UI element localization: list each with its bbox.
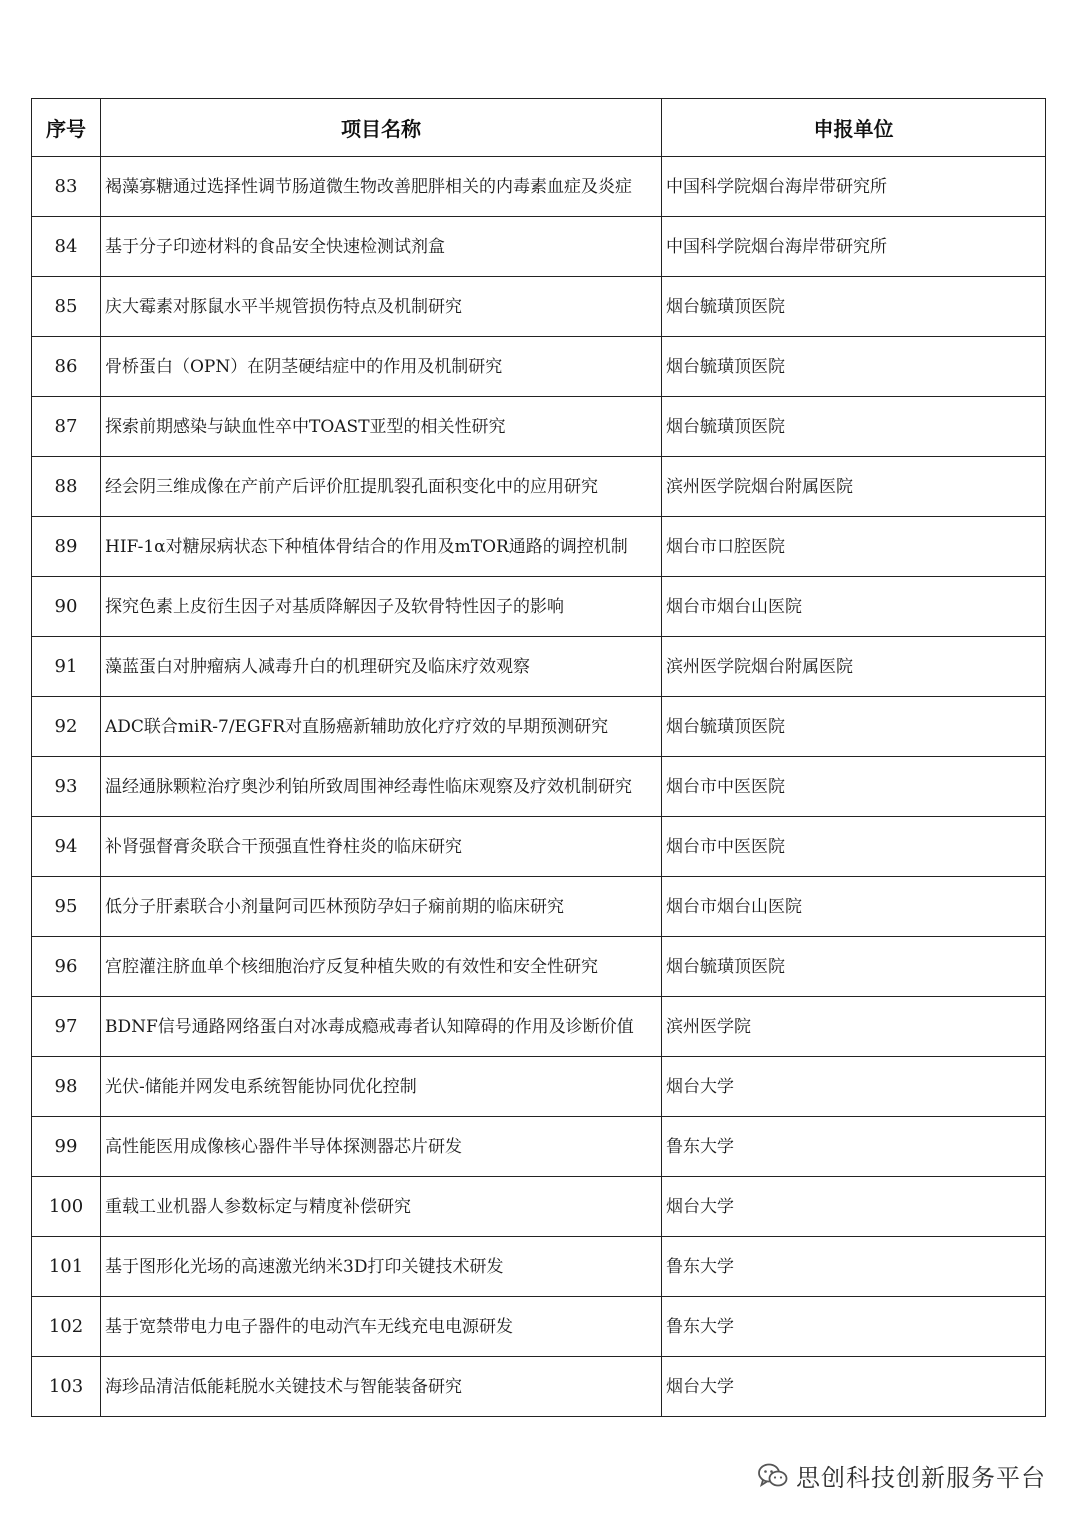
project-name: 光伏-储能并网发电系统智能协同优化控制	[101, 1057, 662, 1117]
applicant-unit: 滨州医学院烟台附属医院	[662, 457, 1046, 517]
project-name: HIF-1α对糖尿病状态下种植体骨结合的作用及mTOR通路的调控机制	[101, 517, 662, 577]
row-number: 89	[32, 517, 101, 577]
row-number: 102	[32, 1297, 101, 1357]
table-row	[32, 217, 1046, 277]
table-row	[32, 1177, 1046, 1237]
table-row	[32, 697, 1046, 757]
row-number: 90	[32, 577, 101, 637]
table-row	[32, 337, 1046, 397]
table-row	[32, 637, 1046, 697]
project-name: 骨桥蛋白（OPN）在阴茎硬结症中的作用及机制研究	[101, 337, 662, 397]
table-row	[32, 157, 1046, 217]
project-table	[31, 98, 1046, 1417]
row-number: 97	[32, 997, 101, 1057]
row-number: 101	[32, 1237, 101, 1297]
table-body	[32, 157, 1046, 1417]
project-name: 低分子肝素联合小剂量阿司匹林预防孕妇子痫前期的临床研究	[101, 877, 662, 937]
applicant-unit: 中国科学院烟台海岸带研究所	[662, 217, 1046, 277]
row-number: 93	[32, 757, 101, 817]
applicant-unit: 烟台毓璜顶医院	[662, 937, 1046, 997]
row-number: 91	[32, 637, 101, 697]
row-number: 98	[32, 1057, 101, 1117]
row-number: 84	[32, 217, 101, 277]
project-name: 补肾强督膏灸联合干预强直性脊柱炎的临床研究	[101, 817, 662, 877]
project-name: 温经通脉颗粒治疗奥沙利铂所致周围神经毒性临床观察及疗效机制研究	[101, 757, 662, 817]
table-row	[32, 997, 1046, 1057]
table-row	[32, 1057, 1046, 1117]
applicant-unit: 烟台市口腔医院	[662, 517, 1046, 577]
table-row	[32, 517, 1046, 577]
wechat-icon	[758, 1463, 788, 1489]
applicant-unit: 烟台毓璜顶医院	[662, 397, 1046, 457]
applicant-unit: 鲁东大学	[662, 1117, 1046, 1177]
row-number: 94	[32, 817, 101, 877]
row-number: 100	[32, 1177, 101, 1237]
applicant-unit: 滨州医学院	[662, 997, 1046, 1057]
applicant-unit: 烟台大学	[662, 1357, 1046, 1417]
applicant-unit: 滨州医学院烟台附属医院	[662, 637, 1046, 697]
row-number: 86	[32, 337, 101, 397]
applicant-unit: 烟台大学	[662, 1057, 1046, 1117]
table-row	[32, 277, 1046, 337]
table-row	[32, 397, 1046, 457]
project-name: BDNF信号通路网络蛋白对冰毒成瘾戒毒者认知障碍的作用及诊断价值	[101, 997, 662, 1057]
project-name: 探究色素上皮衍生因子对基质降解因子及软骨特性因子的影响	[101, 577, 662, 637]
table-row	[32, 577, 1046, 637]
row-number: 99	[32, 1117, 101, 1177]
table-row	[32, 937, 1046, 997]
row-number: 96	[32, 937, 101, 997]
row-number: 87	[32, 397, 101, 457]
applicant-unit: 烟台毓璜顶医院	[662, 697, 1046, 757]
applicant-unit: 鲁东大学	[662, 1237, 1046, 1297]
watermark	[758, 1458, 1046, 1493]
applicant-unit: 烟台毓璜顶医院	[662, 337, 1046, 397]
table-header-row	[32, 99, 1046, 157]
row-number: 92	[32, 697, 101, 757]
applicant-unit: 烟台市烟台山医院	[662, 877, 1046, 937]
applicant-unit: 中国科学院烟台海岸带研究所	[662, 157, 1046, 217]
table-row	[32, 817, 1046, 877]
applicant-unit: 烟台大学	[662, 1177, 1046, 1237]
table-row	[32, 457, 1046, 517]
applicant-unit: 烟台市烟台山医院	[662, 577, 1046, 637]
applicant-unit: 烟台市中医医院	[662, 757, 1046, 817]
header-unit: 申报单位	[662, 99, 1046, 157]
project-name: 海珍品清洁低能耗脱水关键技术与智能装备研究	[101, 1357, 662, 1417]
table-row	[32, 757, 1046, 817]
project-name: 重载工业机器人参数标定与精度补偿研究	[101, 1177, 662, 1237]
applicant-unit: 烟台毓璜顶医院	[662, 277, 1046, 337]
project-name: 高性能医用成像核心器件半导体探测器芯片研发	[101, 1117, 662, 1177]
row-number: 88	[32, 457, 101, 517]
table-row	[32, 1297, 1046, 1357]
project-name: 藻蓝蛋白对肿瘤病人减毒升白的机理研究及临床疗效观察	[101, 637, 662, 697]
applicant-unit: 鲁东大学	[662, 1297, 1046, 1357]
project-name: 庆大霉素对豚鼠水平半规管损伤特点及机制研究	[101, 277, 662, 337]
header-no: 序号	[32, 99, 101, 157]
project-name: 宫腔灌注脐血单个核细胞治疗反复种植失败的有效性和安全性研究	[101, 937, 662, 997]
table-row	[32, 1237, 1046, 1297]
applicant-unit: 烟台市中医医院	[662, 817, 1046, 877]
project-name: 基于图形化光场的高速激光纳米3D打印关键技术研发	[101, 1237, 662, 1297]
header-project-name: 项目名称	[101, 99, 662, 157]
row-number: 103	[32, 1357, 101, 1417]
row-number: 95	[32, 877, 101, 937]
watermark-text: 思创科技创新服务平台	[796, 1464, 1046, 1492]
project-name: 基于分子印迹材料的食品安全快速检测试剂盒	[101, 217, 662, 277]
project-name: 探索前期感染与缺血性卒中TOAST亚型的相关性研究	[101, 397, 662, 457]
table-row	[32, 1357, 1046, 1417]
project-name: 褐藻寡糖通过选择性调节肠道微生物改善肥胖相关的内毒素血症及炎症	[101, 157, 662, 217]
table-row	[32, 877, 1046, 937]
project-name: 基于宽禁带电力电子器件的电动汽车无线充电电源研发	[101, 1297, 662, 1357]
project-name: ADC联合miR-7/EGFR对直肠癌新辅助放化疗疗效的早期预测研究	[101, 697, 662, 757]
row-number: 83	[32, 157, 101, 217]
table-row	[32, 1117, 1046, 1177]
project-name: 经会阴三维成像在产前产后评价肛提肌裂孔面积变化中的应用研究	[101, 457, 662, 517]
row-number: 85	[32, 277, 101, 337]
